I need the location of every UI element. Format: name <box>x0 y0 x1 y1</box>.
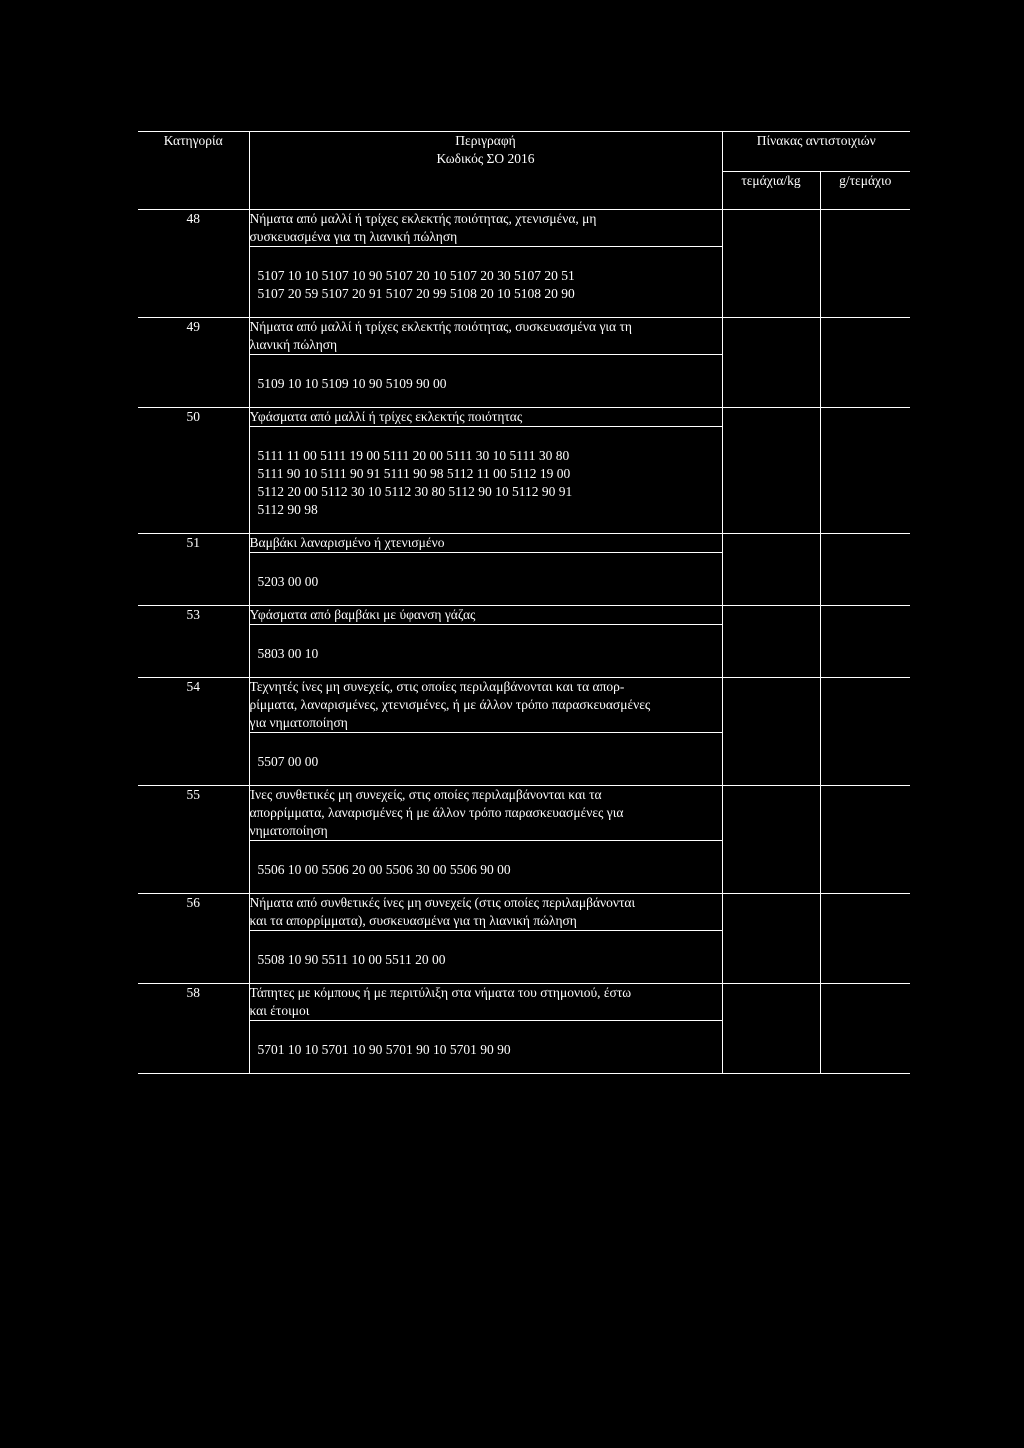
category-number: 48 <box>138 210 249 318</box>
category-number: 53 <box>138 606 249 678</box>
description-line: ρίμματα, λαναρισμένες, χτενισμένες, ή με άλλον τρόπο παρασκευασμένες <box>249 697 651 712</box>
grams-per-piece-cell <box>820 678 910 786</box>
description-line: Νήματα από μαλλί ή τρίχες εκλεκτής ποιότητας, συσκευασμένα για τη <box>249 319 632 334</box>
description-line: και έτοιμοι <box>249 1003 310 1018</box>
category-number: 56 <box>138 894 249 984</box>
table-row <box>138 894 910 931</box>
header-description-label: Περιγραφή <box>455 133 516 148</box>
category-number: 49 <box>138 318 249 408</box>
table-row <box>138 678 910 733</box>
description-line: Βαμβάκι λαναρισμένο ή χτενισμένο <box>249 535 445 550</box>
category-description <box>249 984 722 1021</box>
category-description <box>249 534 722 553</box>
description-line: Ίνες συνθετικές μη συνεχείς, στις οποίες περιλαμβάνονται και τα <box>249 787 602 802</box>
category-description <box>249 318 722 355</box>
description-line: λιανική πώληση <box>249 337 338 352</box>
pieces-per-kg-cell <box>722 894 820 984</box>
header-grams-per-piece: g/τεμάχιο <box>820 172 910 210</box>
pieces-per-kg-cell <box>722 606 820 678</box>
pieces-per-kg-cell <box>722 210 820 318</box>
header-description <box>249 132 722 210</box>
cn-codes <box>249 1021 722 1074</box>
table-row <box>138 318 910 355</box>
pieces-per-kg-cell <box>722 318 820 408</box>
table-row <box>138 210 910 247</box>
description-line: και τα απορρίμματα), συσκευασμένα για τη λιανική πώληση <box>249 913 577 928</box>
category-number: 51 <box>138 534 249 606</box>
description-line: Υφάσματα από βαμβάκι με ύφανση γάζας <box>249 607 476 622</box>
correspondence-table <box>138 131 910 1074</box>
grams-per-piece-cell <box>820 210 910 318</box>
cn-codes <box>249 553 722 606</box>
description-line: απορρίμματα, λαναρισμένες ή με άλλον τρόπο παρασκευασμένες για <box>249 805 624 820</box>
grams-per-piece-cell <box>820 318 910 408</box>
category-description <box>249 606 722 625</box>
cn-codes <box>249 427 722 534</box>
cn-codes <box>249 931 722 984</box>
category-description <box>249 210 722 247</box>
grams-per-piece-cell <box>820 786 910 894</box>
category-description <box>249 678 722 733</box>
pieces-per-kg-cell <box>722 678 820 786</box>
cn-code-line: 5109 10 10 5109 10 90 5109 90 00 <box>257 376 447 391</box>
pieces-per-kg-cell <box>722 534 820 606</box>
category-number: 55 <box>138 786 249 894</box>
table-row <box>138 408 910 427</box>
header-correspondence: Πίνακας αντιστοιχιών <box>722 132 910 172</box>
cn-codes <box>249 247 722 318</box>
description-line: νηματοποίηση <box>249 823 328 838</box>
grams-per-piece-cell <box>820 534 910 606</box>
pieces-per-kg-cell <box>722 408 820 534</box>
description-line: Νήματα από συνθετικές ίνες μη συνεχείς (στις οποίες περιλαμβάνονται <box>249 895 636 910</box>
cn-code-line: 5112 20 00 5112 30 10 5112 30 80 5112 90 10 5112 90 91 <box>257 484 573 499</box>
cn-codes <box>249 733 722 786</box>
cn-codes <box>249 841 722 894</box>
cn-code-line: 5701 10 10 5701 10 90 5701 90 10 5701 90 90 <box>257 1042 511 1057</box>
category-number: 50 <box>138 408 249 534</box>
pieces-per-kg-cell <box>722 984 820 1074</box>
header-cn-code-label: Κωδικός ΣΟ 2016 <box>436 151 535 166</box>
description-line: συσκευασμένα για τη λιανική πώληση <box>249 229 458 244</box>
category-number: 58 <box>138 984 249 1074</box>
table-body <box>138 210 910 1074</box>
description-line: Νήματα από μαλλί ή τρίχες εκλεκτής ποιότητας, χτενισμένα, μη <box>249 211 597 226</box>
description-line: Τεχνητές ίνες μη συνεχείς, στις οποίες περιλαμβάνονται και τα απορ- <box>249 679 625 694</box>
grams-per-piece-cell <box>820 408 910 534</box>
description-line: Υφάσματα από μαλλί ή τρίχες εκλεκτής ποιότητας <box>249 409 523 424</box>
grams-per-piece-cell <box>820 606 910 678</box>
cn-codes <box>249 625 722 678</box>
category-description <box>249 408 722 427</box>
category-number: 54 <box>138 678 249 786</box>
table-row <box>138 534 910 553</box>
table-row <box>138 984 910 1021</box>
description-line: για νηματοποίηση <box>249 715 348 730</box>
grams-per-piece-cell <box>820 894 910 984</box>
category-description <box>249 894 722 931</box>
cn-code-line: 5506 10 00 5506 20 00 5506 30 00 5506 90 00 <box>257 862 511 877</box>
header-category: Κατηγορία <box>138 132 249 210</box>
cn-code-line: 5203 00 00 <box>257 574 319 589</box>
table-row <box>138 606 910 625</box>
header-pieces-per-kg: τεμάχια/kg <box>722 172 820 210</box>
category-description <box>249 786 722 841</box>
grams-per-piece-cell <box>820 984 910 1074</box>
cn-code-line: 5111 90 10 5111 90 91 5111 90 98 5112 11 00 5112 19 00 <box>257 466 571 481</box>
cn-code-line: 5107 10 10 5107 10 90 5107 20 10 5107 20 30 5107 20 51 <box>257 268 575 283</box>
cn-codes <box>249 355 722 408</box>
cn-code-line: 5803 00 10 <box>257 646 319 661</box>
description-line: Τάπητες με κόμπους ή με περιτύλιξη στα νήματα του στημονιού, έστω <box>249 985 632 1000</box>
cn-code-line: 5111 11 00 5111 19 00 5111 20 00 5111 30 10 5111 30 80 <box>257 448 570 463</box>
cn-code-line: 5507 00 00 <box>257 754 319 769</box>
cn-code-line: 5508 10 90 5511 10 00 5511 20 00 <box>257 952 446 967</box>
cn-code-line: 5107 20 59 5107 20 91 5107 20 99 5108 20 10 5108 20 90 <box>257 286 575 301</box>
cn-code-line: 5112 90 98 <box>257 502 318 517</box>
table-row <box>138 786 910 841</box>
pieces-per-kg-cell <box>722 786 820 894</box>
